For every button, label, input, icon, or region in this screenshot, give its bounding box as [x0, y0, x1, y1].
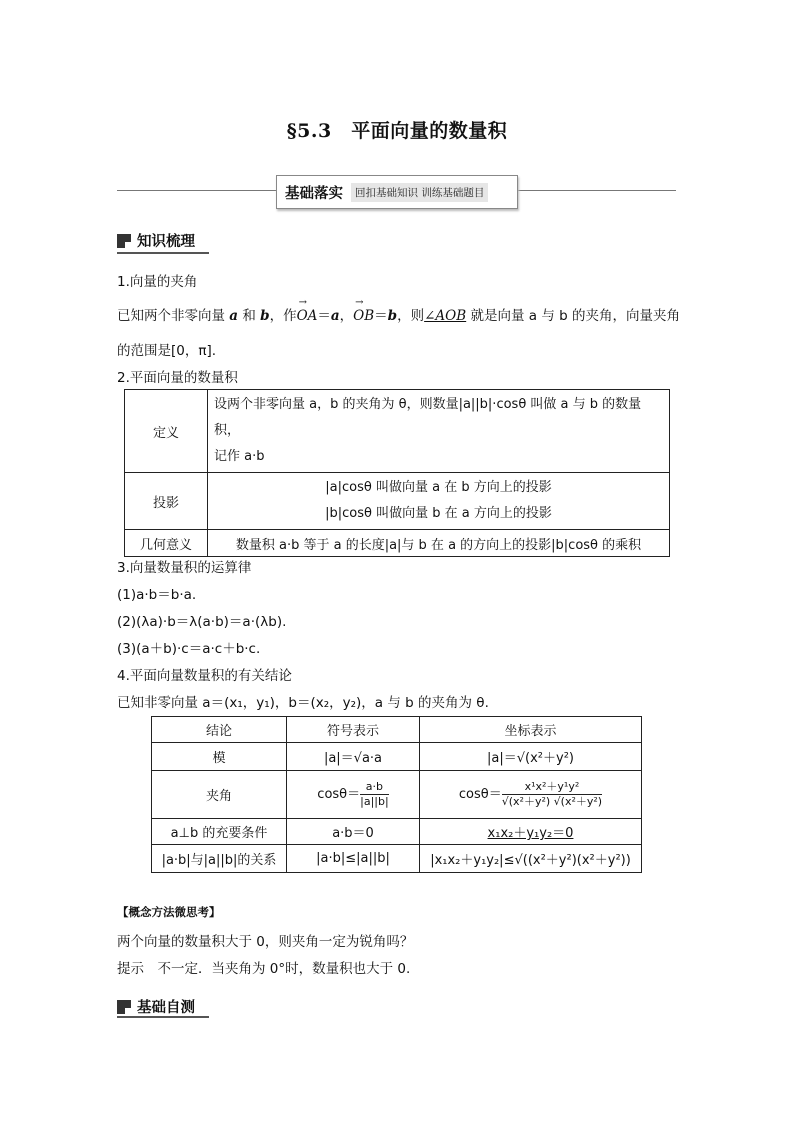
cell-angle-label: 夹角 [152, 771, 287, 819]
row-label-geometry: 几何意义 [125, 530, 208, 557]
header-symbol: 符号表示 [287, 717, 420, 743]
cell-relation-label: |a·b|与|a||b|的关系 [152, 845, 287, 873]
cell-perp-coord: x₁x₂＋y₁y₂＝0 [420, 819, 642, 845]
page-title: §5.3 平面向量的数量积 [286, 120, 508, 142]
definition-cell: 设两个非零向量 a，b 的夹角为 θ，则数量|a||b|·cosθ 叫做 a 与 b 的数量积， 记作 a·b [208, 390, 670, 473]
banner-rule-left [117, 190, 277, 191]
banner-subtitle: 回扣基础知识 训练基础题目 [351, 183, 488, 202]
cell-relation-symbol: |a·b|≤|a||b| [287, 845, 420, 873]
cell-perp-label: a⊥b 的充要条件 [152, 819, 287, 845]
section-banner [276, 175, 518, 209]
section-underline [117, 1016, 209, 1018]
law-1: (1)a·b＝b·a. [117, 587, 197, 603]
heading-2: 2.平面向量的数量积 [117, 370, 238, 386]
cell-modulus-label: 模 [152, 743, 287, 771]
row-label-projection: 投影 [125, 473, 208, 530]
banner-rule-right [516, 190, 676, 191]
think-heading: 【概念方法微思考】 [117, 905, 221, 919]
section-underline [117, 252, 209, 254]
banner-title: 基础落实 [285, 185, 343, 202]
projection-cell: |a|cosθ 叫做向量 a 在 b 方向上的投影 |b|cosθ 叫做向量 b 在 a 方向上的投影 [208, 473, 670, 530]
header-conclusion: 结论 [152, 717, 287, 743]
paragraph-vectors: 已知非零向量 a＝(x₁，y₁)，b＝(x₂，y₂)，a 与 b 的夹角为 θ. [117, 695, 489, 711]
think-question: 两个向量的数量积大于 0，则夹角一定为锐角吗？ [117, 934, 414, 950]
heading-1: 1.向量的夹角 [117, 274, 198, 290]
think-answer: 提示 不一定．当夹角为 0°时，数量积也大于 0. [117, 961, 411, 977]
heading-3: 3.向量数量积的运算律 [117, 560, 252, 576]
square-bullet-icon [117, 234, 131, 248]
law-3: (3)(a＋b)·c＝a·c＋b·c. [117, 641, 261, 657]
row-label-definition: 定义 [125, 390, 208, 473]
square-bullet-icon [117, 1000, 131, 1014]
paragraph-range: 的范围是[0，π]. [117, 343, 217, 359]
cell-perp-symbol: a·b＝0 [287, 819, 420, 845]
paragraph-angle: 已知两个非零向量 a 和 b，作→ OA＝a，→ OB＝b，则∠AOB 就是向量 a 与 b 的夹角，向量夹角 [117, 304, 680, 324]
section-heading-selftest: 基础自测 [117, 996, 195, 1017]
cell-modulus-symbol: |a|＝√a·a [287, 743, 420, 771]
geometry-cell: 数量积 a·b 等于 a 的长度|a|与 b 在 a 的方向上的投影|b|cosθ 的乘积 [208, 530, 670, 557]
section-heading-knowledge: 知识梳理 [117, 230, 195, 251]
law-2: (2)(λa)·b＝λ(a·b)＝a·(λb). [117, 614, 287, 630]
cell-modulus-coord: |a|＝√(x²＋y²) [420, 743, 642, 771]
conclusion-table [151, 716, 642, 873]
cell-angle-coord: cosθ＝ $\frac{\text{x¹x²＋y¹y²}}{\text{√(x²＋y²) √(x²＋y²)}}$ [420, 771, 642, 819]
heading-4: 4.平面向量数量积的有关结论 [117, 668, 292, 684]
cell-relation-coord: |x₁x₂＋y₁y₂|≤√((x²＋y²)(x²＋y²)) [420, 845, 642, 873]
header-coordinate: 坐标表示 [420, 717, 642, 743]
dot-product-table [124, 389, 670, 557]
cell-angle-symbol: cosθ＝ $\frac{a\cdot b}{|a||b|}$ [287, 771, 420, 819]
